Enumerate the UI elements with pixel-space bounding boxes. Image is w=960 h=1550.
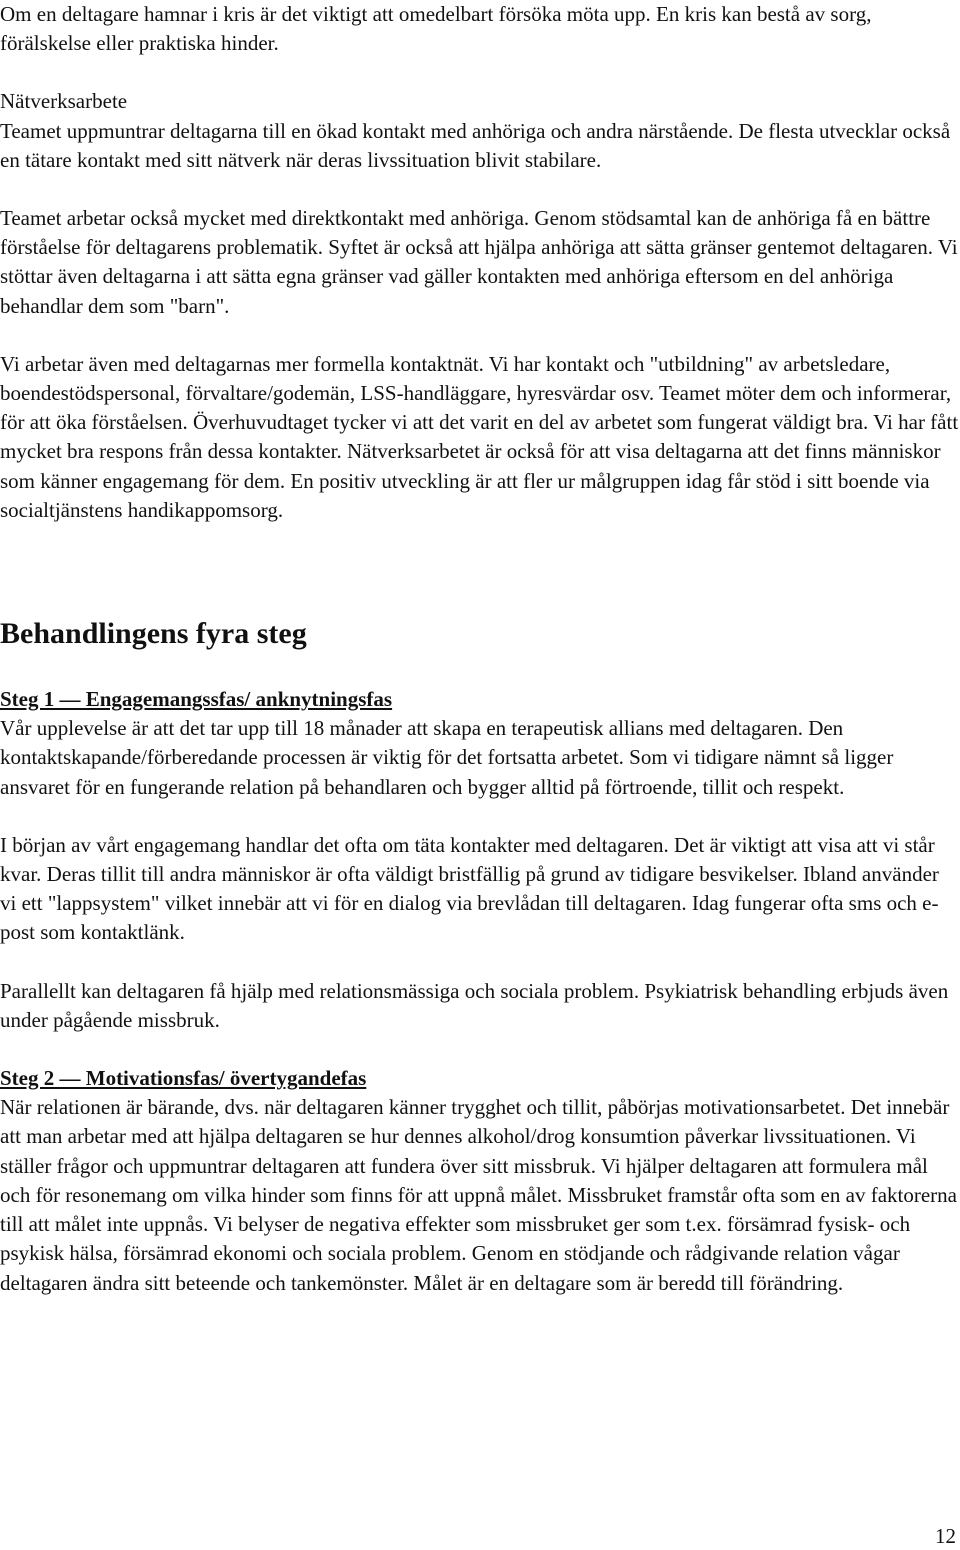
network-paragraph-3: Vi arbetar även med deltagarnas mer formella kontaktnät. Vi har kontakt och "utbildning" av arbetsledare, boendestödspersonal, förvaltare/godemän, LSS-handläggare, hyresvärdar osv. Teamet möter dem och informerar, för att öka förståelsen. Överhuvudtaget tycker vi att det varit en del av arbetet som fungerat väldigt bra. Vi har fått mycket bra respons från dessa kontakter. Nätverksarbetet är också för att visa deltagarna att det finns människor som känner engagemang för dem. En positiv utveckling är att fler ur målgruppen idag får stöd i sitt boende via socialtjänstens handikappomsorg. — [0, 351, 959, 522]
spacer — [0, 525, 960, 613]
spacer — [0, 58, 960, 87]
step-1-paragraph-3: Parallellt kan deltagaren få hjälp med relationsmässiga och sociala problem. Psykiatrisk behandling erbjuds även under pågående missbruk. — [0, 978, 949, 1032]
spacer — [0, 802, 960, 831]
step-2-title: Steg 2 — Motivationsfas/ övertygandefas — [0, 1066, 367, 1091]
spacer — [0, 1035, 960, 1064]
step-1-paragraph-1: Vår upplevelse är att det tar upp till 18 månader att skapa en terapeutisk allians med deltagaren. Den kontaktskapande/förberedande processen är viktig för det fortsatta arbetet. Som vi tidigare nämnt så ligger ansvaret för en fungerande relation på behandlaren och bygger alltid på förtroende, tillit och respekt. — [0, 716, 894, 799]
spacer — [0, 321, 960, 350]
treatment-heading: Behandlingens fyra steg — [0, 617, 307, 651]
network-section-title: Nätverksarbete — [0, 89, 128, 114]
network-paragraph-2: Teamet arbetar också mycket med direktkontakt med anhöriga. Genom stödsamtal kan de anhöriga få en bättre förståelse för deltagarens problematik. Syftet är också att hjälpa anhöriga att sätta gränser gentemot deltagaren. Vi stöttar även deltagarna i att sätta egna gränser vad gäller kontakten med anhöriga eftersom en del anhöriga behandlar dem som "barn". — [0, 206, 958, 318]
spacer — [0, 948, 960, 977]
spacer — [0, 175, 960, 204]
network-paragraph-1: Teamet uppmuntrar deltagarna till en ökad kontakt med anhöriga och andra närstående. De flesta utvecklar också en tätare kontakt med sitt nätverk när deras livssituation blivit stabilare. — [0, 118, 951, 172]
step-1-title: Steg 1 — Engagemangssfas/ anknytningsfas — [0, 687, 393, 712]
step-2-paragraph-1: När relationen är bärande, dvs. när deltagaren känner trygghet och tillit, påbörjas motivationsarbetet. Det innebär att man arbetar med att hjälpa deltagaren se hur dennes alkohol/drog konsumtion påverkar livssituationen. Vi ställer frågor och uppmuntrar deltagaren att fundera över sitt missbruk. Vi hjälper deltagaren att formulera mål och för resonemang om vilka hinder som finns för att uppnå målet. Missbruket framstår ofta som en av faktorerna till att målet inte uppnås. Vi belyser de negativa effekter som missbruket ger som t.ex. försämrad fysisk- och psykisk hälsa, försämrad ekonomi och sociala problem. Genom en stödjande och rådgivande relation vågar deltagaren ändra sitt beteende och tankemönster. Målet är en deltagare som är beredd till förändring. — [0, 1095, 957, 1295]
step-1-paragraph-2: I början av vårt engagemang handlar det ofta om täta kontakter med deltagaren. Det är viktigt att visa att vi står kvar. Deras tillit till andra människor är ofta väldigt bristfällig på grund av tidigare besvikelser. Ibland använder vi ett "lappsystem" vilket innebär att vi för en dialog via brevlådan till deltagaren. Idag fungerar ofta sms och e-post som kontaktlänk. — [0, 832, 939, 945]
page-number: 12 — [935, 1524, 956, 1548]
spacer — [0, 655, 960, 685]
crisis-paragraph: Om en deltagare hamnar i kris är det viktigt att omedelbart försöka möta upp. En kris kan bestå av sorg, förälskelse eller praktiska hinder. — [0, 2, 872, 56]
